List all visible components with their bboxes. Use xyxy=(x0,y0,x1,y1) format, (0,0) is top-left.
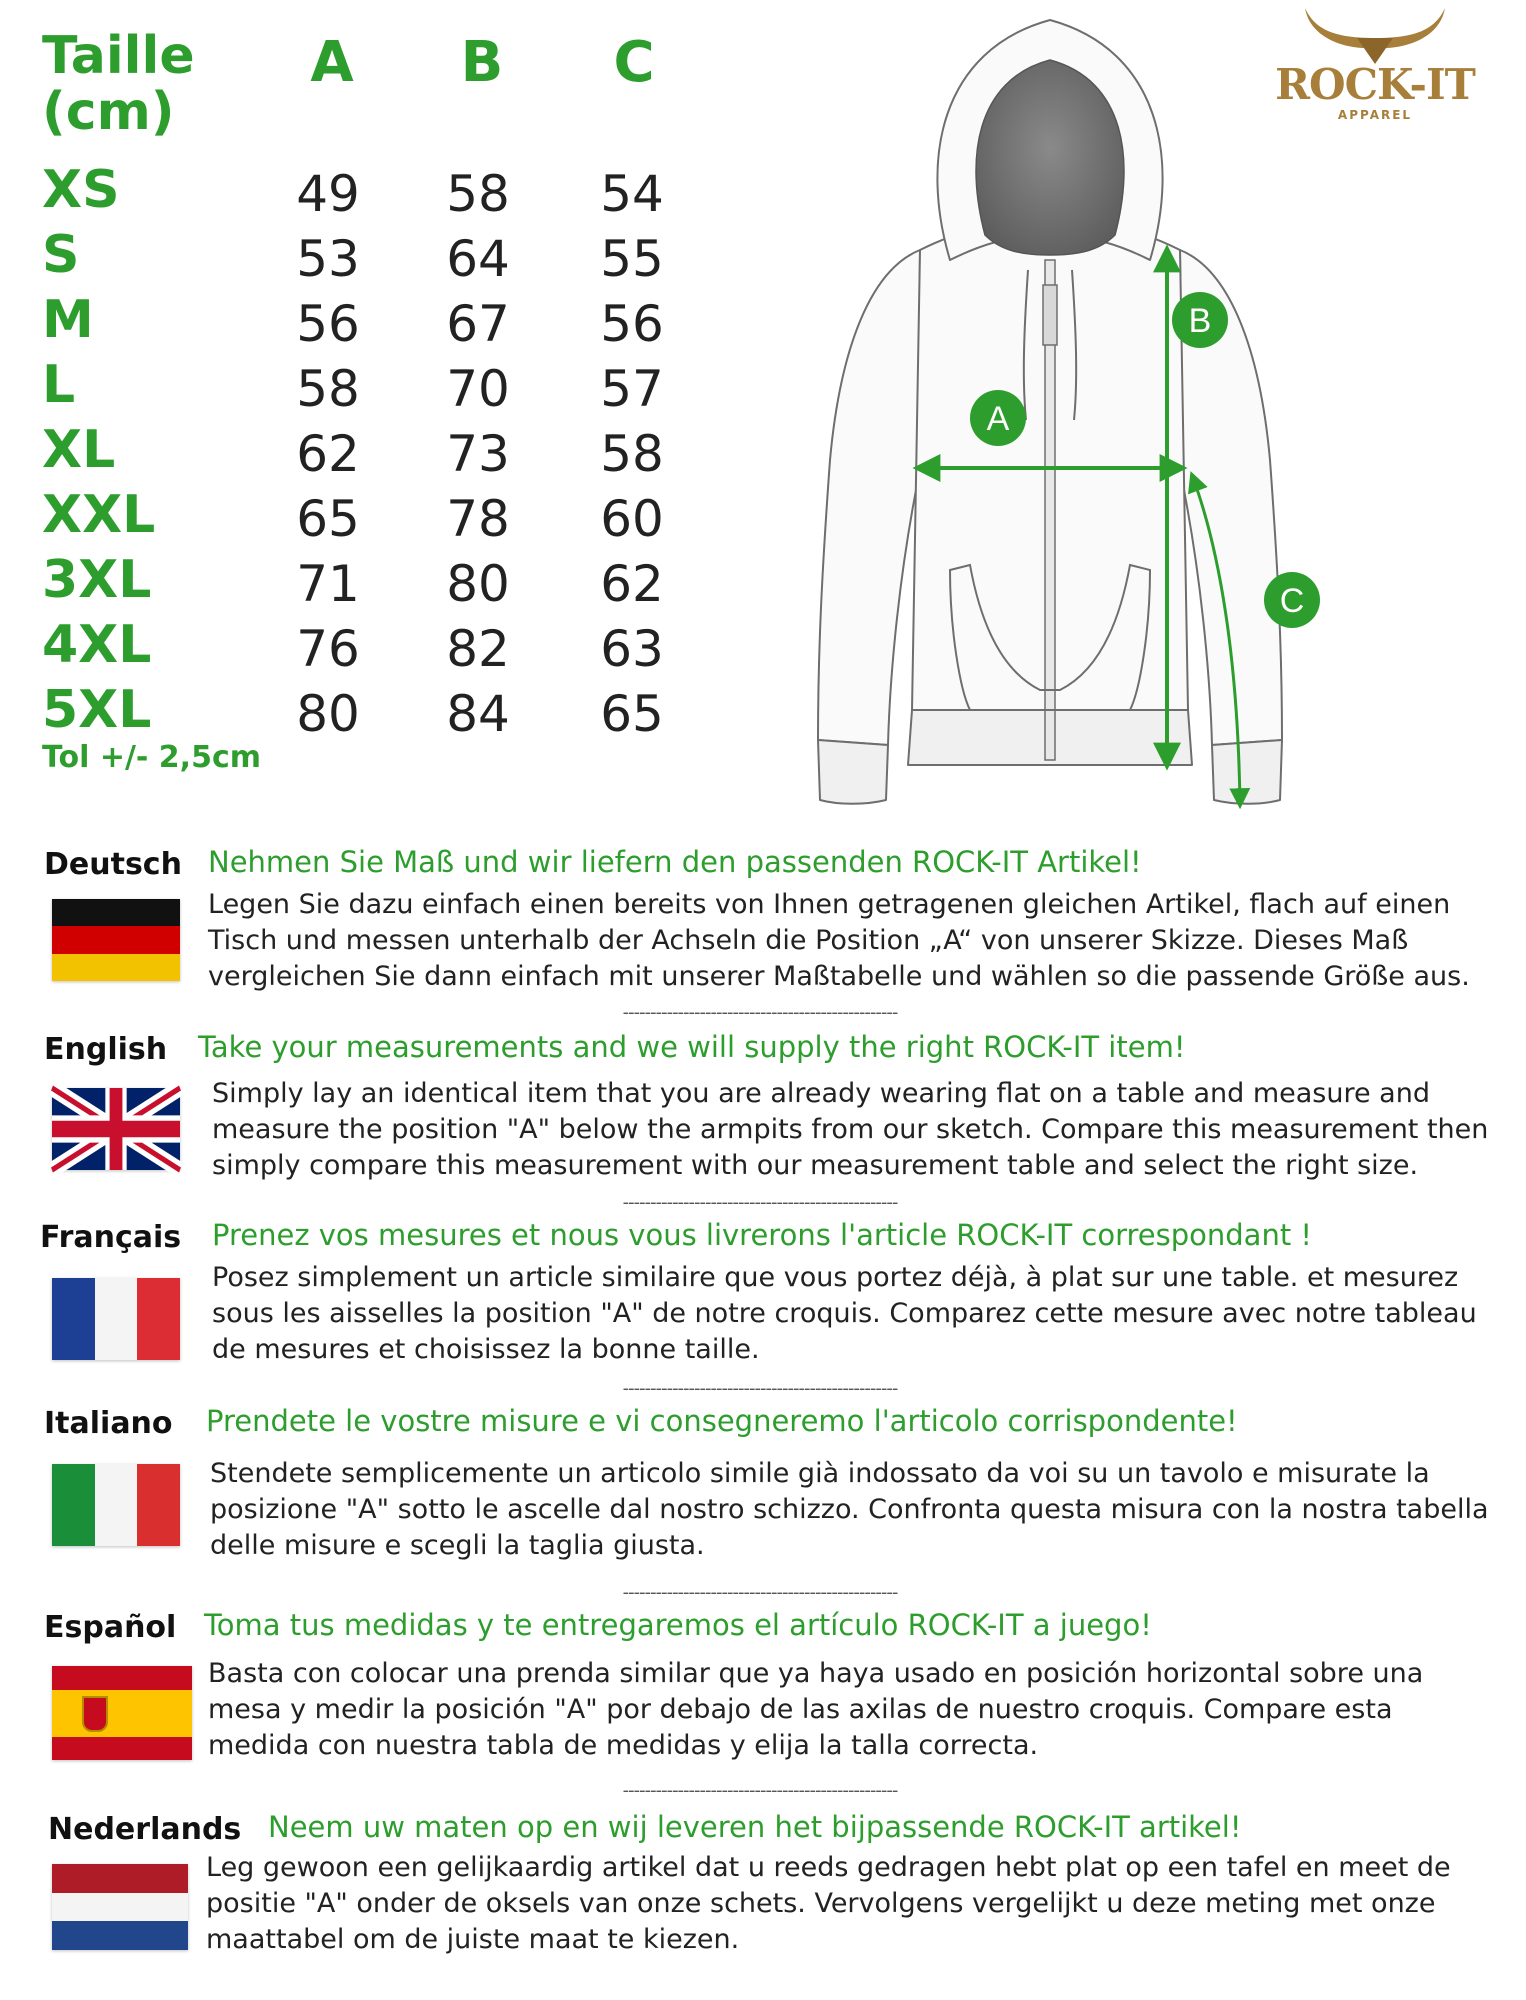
netherlands-flag-icon xyxy=(52,1864,188,1950)
value-b: 70 xyxy=(446,360,510,418)
size-label: S xyxy=(42,225,80,285)
language-body: Basta con colocar una prenda similar que ya haya usado en posición horizontal sobre una mesa y medir la posición "A" por debajo de las axilas de nuestro croquis. Compare esta medida con nuestra tabla de medidas y elija la talla correcta. xyxy=(208,1658,1424,1761)
rock-it-logo xyxy=(1265,0,1485,130)
language-body: Legen Sie dazu einfach einen bereits von Ihnen getragenen gleichen Artikel, flach auf einen Tisch und messen unterhalb der Achseln die Position „A“ von unserer Skizze. Dieses Maß vergleichen Sie dann einfach mit unserer Maßtabelle und wählen so die passende Größe aus. xyxy=(208,889,1470,992)
size-label: XS xyxy=(42,160,120,220)
table-row xyxy=(0,680,760,745)
value-c: 55 xyxy=(600,230,664,288)
marker-b-label: B xyxy=(1188,302,1212,340)
marker-c xyxy=(1264,572,1320,628)
language-name: Español xyxy=(44,1610,177,1645)
value-b: 80 xyxy=(446,555,510,613)
table-row xyxy=(0,290,760,355)
language-body: Leg gewoon een gelijkaardig artikel dat u reeds gedragen hebt plat op een tafel en meet de positie "A" onder de oksels van onze schets. Vervolgens vergelijkt u deze meting met onze maattabel om de juiste maat te kiezen. xyxy=(206,1852,1451,1955)
size-label: 4XL xyxy=(42,615,152,675)
column-header-a: A xyxy=(310,30,354,95)
value-c: 60 xyxy=(600,490,664,548)
value-a: 53 xyxy=(296,230,360,288)
value-b: 64 xyxy=(446,230,510,288)
logo-subtitle: APPAREL xyxy=(1337,108,1413,122)
separator: -------------------------------------------------- xyxy=(622,1582,898,1603)
table-row xyxy=(0,420,760,485)
value-b: 78 xyxy=(446,490,510,548)
separator: -------------------------------------------------- xyxy=(622,1002,898,1023)
spain-flag-icon xyxy=(52,1666,192,1760)
column-header-c: C xyxy=(613,30,655,95)
value-a: 49 xyxy=(296,165,360,223)
value-c: 62 xyxy=(600,555,664,613)
table-row xyxy=(0,485,760,550)
size-label: L xyxy=(42,355,76,415)
size-table xyxy=(0,0,760,800)
value-a: 62 xyxy=(296,425,360,483)
value-c: 58 xyxy=(600,425,664,483)
value-b: 84 xyxy=(446,685,510,743)
value-a: 56 xyxy=(296,295,360,353)
germany-flag-icon xyxy=(52,899,180,981)
value-a: 65 xyxy=(296,490,360,548)
marker-a-label: A xyxy=(986,400,1010,438)
language-heading: Prenez vos mesures et nous vous livrerons l'article ROCK-IT correspondant ! xyxy=(212,1218,1313,1252)
table-row xyxy=(0,160,760,225)
italy-flag-icon xyxy=(52,1464,180,1546)
coat-of-arms-icon xyxy=(82,1696,108,1732)
separator: -------------------------------------------------- xyxy=(622,1780,898,1801)
language-heading: Toma tus medidas y te entregaremos el artículo ROCK-IT a juego! xyxy=(204,1608,1152,1642)
value-c: 65 xyxy=(600,685,664,743)
value-a: 80 xyxy=(296,685,360,743)
marker-c-label: C xyxy=(1279,582,1305,620)
logo-wordmark: ROCK-IT xyxy=(1275,60,1475,109)
language-name: Nederlands xyxy=(48,1812,242,1847)
marker-a xyxy=(970,390,1026,446)
language-name: Italiano xyxy=(44,1406,173,1441)
value-c: 56 xyxy=(600,295,664,353)
value-a: 58 xyxy=(296,360,360,418)
value-b: 73 xyxy=(446,425,510,483)
table-row xyxy=(0,225,760,290)
language-body: Simply lay an identical item that you are already wearing flat on a table and measure and measure the position "A" below the armpits from our sketch. Compare this measurement then simply compare this measurement with our measurement table and select the right size. xyxy=(212,1078,1489,1181)
uk-flag-icon xyxy=(52,1088,180,1170)
value-a: 76 xyxy=(296,620,360,678)
table-header-label: Taille (cm) xyxy=(42,26,195,142)
size-label: 3XL xyxy=(42,550,152,610)
separator: -------------------------------------------------- xyxy=(622,1192,898,1213)
table-row xyxy=(0,550,760,615)
tolerance-note: Tol +/- 2,5cm xyxy=(42,740,261,775)
size-label: M xyxy=(42,290,94,350)
language-body: Posez simplement un article similaire que vous portez déjà, à plat sur une table. et mesurez sous les aisselles la position "A" de notre croquis. Comparez cette mesure avec notre tableau de mesures et choisissez la bonne taille. xyxy=(212,1262,1477,1365)
language-name: Français xyxy=(40,1220,182,1255)
language-heading: Neem uw maten op en wij leveren het bijpassende ROCK-IT artikel! xyxy=(268,1810,1242,1844)
language-heading: Take your measurements and we will supply the right ROCK-IT item! xyxy=(198,1030,1186,1064)
column-header-b: B xyxy=(460,30,504,95)
hoodie-diagram xyxy=(800,10,1305,810)
value-c: 57 xyxy=(600,360,664,418)
size-label: XXL xyxy=(42,485,156,545)
value-c: 54 xyxy=(600,165,664,223)
value-b: 67 xyxy=(446,295,510,353)
value-c: 63 xyxy=(600,620,664,678)
language-name: Deutsch xyxy=(44,847,182,882)
language-body: Stendete semplicemente un articolo simile già indossato da voi su un tavolo e misurate la posizione "A" sotto le ascelle dal nostro schizzo. Confronta questa misura con la nostra tabella delle misure e scegli la taglia giusta. xyxy=(210,1458,1489,1561)
marker-b xyxy=(1172,292,1228,348)
france-flag-icon xyxy=(52,1278,180,1360)
separator: -------------------------------------------------- xyxy=(622,1378,898,1399)
size-label: XL xyxy=(42,420,116,480)
language-heading: Nehmen Sie Maß und wir liefern den passenden ROCK-IT Artikel! xyxy=(208,845,1142,879)
size-label: 5XL xyxy=(42,680,152,740)
language-heading: Prendete le vostre misure e vi consegneremo l'articolo corrispondente! xyxy=(206,1404,1238,1438)
value-b: 58 xyxy=(446,165,510,223)
table-row xyxy=(0,355,760,420)
value-b: 82 xyxy=(446,620,510,678)
value-a: 71 xyxy=(296,555,360,613)
language-name: English xyxy=(44,1032,168,1067)
table-row xyxy=(0,615,760,680)
